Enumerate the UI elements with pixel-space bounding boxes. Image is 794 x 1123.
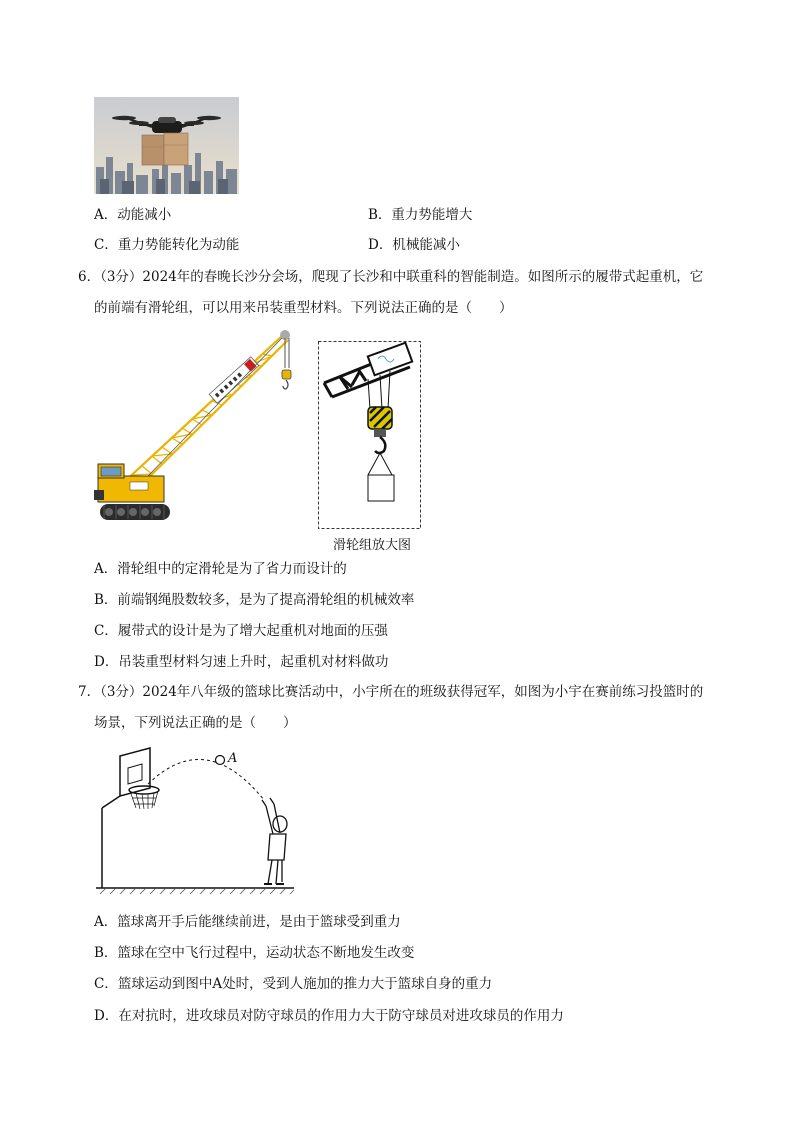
q7-stem-line-2: 场景，下列说法正确的是（ ） [94,715,297,731]
drone-illustration [94,97,239,194]
crane-illustration [92,326,304,532]
pulley-enlarged-figure [318,341,421,529]
q7-option-d: D．在对抗时，进攻球员对防守球员的作用力大于防守球员对进攻球员的作用力 [94,1008,564,1024]
q6-stem [78,262,728,324]
q7-option-b: B．篮球在空中飞行过程中，运动状态不断地发生改变 [94,945,415,961]
q6-stem-line-2: 的前端有滑轮组，可以用来吊装重型材料。下列说法正确的是（ ） [94,300,513,316]
basketball-illustration [96,746,296,894]
q7-option-a: A．篮球离开手后能继续前进，是由于篮球受到重力 [94,914,401,930]
q5-option-c: C．重力势能转化为动能 [94,237,240,253]
pulley-figure-caption: 滑轮组放大图 [333,538,412,553]
q7-stem [78,677,728,739]
pulley-illustration [318,341,421,529]
drone-photo [94,97,239,194]
point-a-label: A [228,751,238,766]
q6-option-b: B．前端钢绳股数较多，是为了提高滑轮组的机械效率 [94,592,415,608]
q7-stem-line-1: 7．（3分）2024年八年级的篮球比赛活动中，小宇所在的班级获得冠军，如图为小宇在赛前练习投篮时的 [78,684,704,700]
q7-option-c: C．篮球运动到图中A处时，受到人施加的推力大于篮球自身的重力 [94,976,493,992]
q5-option-a: A．动能减小 [94,207,172,223]
q6-option-d: D．吊装重型材料匀速上升时，起重机对材料做功 [94,654,389,670]
q6-option-c: C．履带式的设计是为了增大起重机对地面的压强 [94,623,388,639]
q6-option-a: A．滑轮组中的定滑轮是为了省力而设计的 [94,561,347,577]
basketball-figure [96,746,296,894]
crane-figure [92,326,304,532]
q6-stem-line-1: 6．（3分）2024年的春晚长沙分会场，爬现了长沙和中联重科的智能制造。如图所示的履带式起重机，它 [78,269,704,285]
q5-option-b: B．重力势能增大 [368,207,473,223]
q5-option-d: D．机械能减小 [368,237,460,253]
